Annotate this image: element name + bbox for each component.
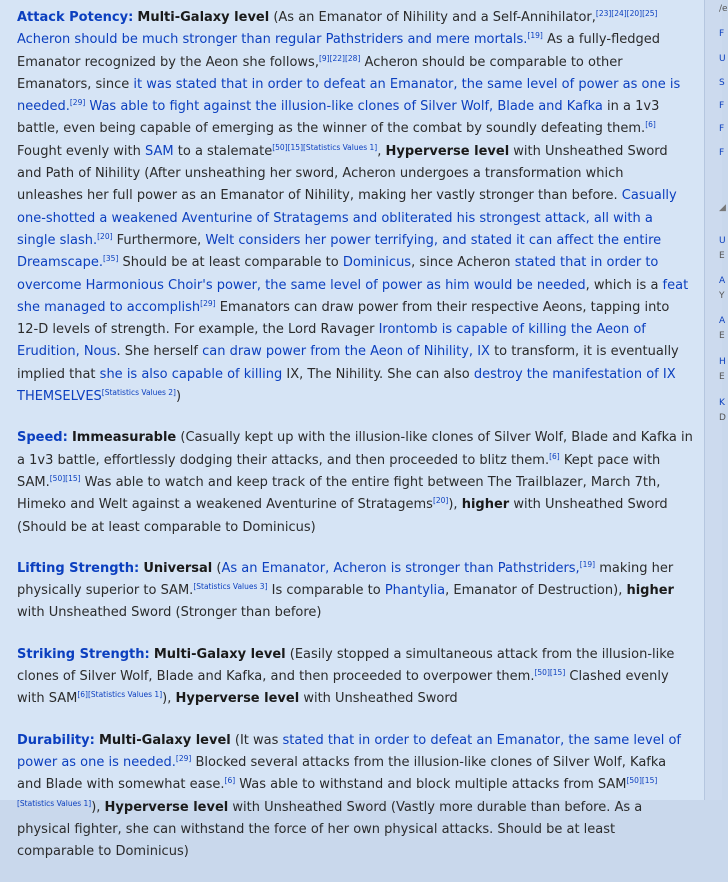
sidebar-link[interactable]: F	[719, 101, 725, 111]
reference[interactable]: [6][Statistics Values 1]	[77, 690, 163, 700]
sidebar-fragment: E	[719, 372, 725, 382]
reference[interactable]: [6]	[549, 451, 560, 461]
reference[interactable]: [Statistics Values 2]	[101, 388, 176, 398]
text-run: Fought evenly with	[17, 143, 146, 159]
speed-tier-unsheathed: higher	[461, 497, 510, 513]
striking-strength-label: Striking Strength:	[17, 646, 150, 662]
statistics-text	[17, 7, 693, 882]
reference[interactable]: [20]	[432, 496, 449, 506]
text-run: )	[175, 389, 182, 405]
attack-potency-label: Attack Potency:	[17, 10, 134, 25]
text-run: , since Acheron	[411, 255, 515, 271]
text-run: with Unsheathed Sword (Stronger than before)	[17, 605, 322, 621]
sidebar-link[interactable]: H	[719, 357, 726, 367]
text-run: , Emanator of Destruction),	[445, 583, 627, 599]
reference[interactable]: [50][15][Statistics Values 1]	[17, 776, 658, 808]
scan-link[interactable]: can draw power from the Aeon of Nihility, IX	[202, 344, 490, 360]
reference[interactable]: [6]	[224, 776, 236, 786]
durability-tier: Multi-Galaxy level	[98, 732, 231, 748]
text-run: (Easily stopped a simultaneous attack from the illusion-like clones of Silver Wolf, Blade and Kafka, and then proceeded to overpower them.	[17, 646, 675, 685]
striking-tier: Multi-Galaxy level	[153, 646, 286, 662]
reference[interactable]: [19]	[579, 559, 596, 569]
text-run: (It was	[230, 732, 283, 748]
text-run: (Casually kept up with the illusion-like clones of Silver Wolf, Blade and Kafka in a 1v3 battle, effortlessly dodging their attacks, and then proceeded to blitz them.	[17, 430, 693, 468]
character-link[interactable]: Dominicus	[342, 255, 412, 271]
text-run: Is comparable to	[267, 583, 385, 599]
text-run: (	[212, 560, 222, 576]
sidebar-fragment: /e	[719, 4, 728, 14]
scan-link[interactable]: feat she managed to accomplish	[17, 277, 689, 315]
scan-link[interactable]: As an Emanator, Acheron is stronger than Pathstriders,	[221, 560, 580, 576]
right-sidebar	[704, 0, 728, 800]
lifting-tier: Universal	[143, 560, 213, 576]
lifting-strength-label: Lifting Strength:	[17, 560, 140, 576]
durability-section	[17, 730, 693, 864]
reference[interactable]: [9][22][28]	[318, 53, 361, 63]
sidebar-link[interactable]: K	[719, 398, 725, 408]
sidebar-fragment: Y	[719, 291, 725, 301]
scan-link[interactable]: stated that in order to overcome Harmonious Choir's power, the same level of power as him would be needed	[17, 255, 659, 293]
scan-link[interactable]: destroy the manifestation of IX THEMSELVES	[17, 366, 676, 405]
sidebar-fragment: E	[719, 251, 725, 261]
lifting-tier-unsheathed: higher	[626, 583, 674, 599]
sidebar-link[interactable]: A	[719, 276, 726, 286]
reference[interactable]: [6]	[645, 120, 656, 130]
text-run: to a stalemate	[173, 143, 273, 159]
text-run: with Unsheathed Sword	[299, 691, 458, 707]
character-link[interactable]: Phantylia	[384, 583, 446, 599]
reference[interactable]: [50][15]	[534, 668, 566, 678]
character-link[interactable]: SAM	[145, 143, 174, 159]
sidebar-fragment: E	[719, 331, 725, 341]
text-run: Blocked several attacks from the illusion-like clones of Silver Wolf, Kafka and Blade with somewhat ease.	[17, 754, 667, 793]
text-run: with Unsheathed Sword (Vastly more durable than before. As a physical fighter, she can withstand the force of her own physical attacks. Should be at least comparable to Dominicus)	[17, 799, 643, 860]
sidebar-link[interactable]: S	[719, 78, 725, 88]
sidebar-link[interactable]: U	[719, 236, 726, 246]
text-run: Emanators can draw power from their respective Aeons, tapping into 12-D levels of strength. For example, the Lord Ravager	[17, 299, 670, 338]
sidebar-link[interactable]: F	[719, 148, 725, 158]
scan-link[interactable]: Irontomb is capable of killing the Aeon of Erudition, Nous	[17, 322, 646, 360]
text-run: , which is a	[585, 277, 663, 293]
text-run: Kept pace with SAM.	[17, 452, 661, 490]
text-run: Was able to watch and keep track of the entire fight between The Trailblazer, March 7th, Himeko and Welt against a weakened Aventurine of Stratagems	[17, 474, 661, 513]
speed-section	[17, 427, 693, 538]
sidebar-link[interactable]: F	[719, 124, 725, 134]
lifting-strength-section	[17, 558, 693, 625]
striking-tier-unsheathed: Hyperverse level	[175, 691, 300, 707]
sidebar-link[interactable]: F	[719, 29, 725, 39]
reference[interactable]: [20]	[97, 231, 113, 241]
text-run: in a 1v3 battle, even being capable of emerging as the winner of the combat by soundly defeating them.	[17, 99, 660, 137]
text-run: IX, The Nihility. She can also	[282, 366, 474, 382]
scan-link[interactable]: Acheron should be much stronger than regular Pathstriders and mere mortals.	[17, 32, 528, 48]
reference[interactable]: [50][15][Statistics Values 1]	[272, 142, 378, 152]
character-link[interactable]: Silver Wolf, Blade and Kafka	[420, 99, 603, 115]
scan-link[interactable]: Welt considers her power terrifying, and stated it can affect the entire Dreamscape.	[17, 232, 662, 271]
reference[interactable]: [29]	[69, 98, 86, 108]
text-run: with Unsheathed Sword (Should be at least comparable to Dominicus)	[17, 497, 668, 535]
reference[interactable]: [29]	[175, 753, 192, 763]
reference[interactable]: [Statistics Values 3]	[193, 582, 268, 592]
striking-strength-section	[17, 644, 693, 711]
text-run: Acheron should be comparable to other Emanators, since	[17, 54, 623, 92]
reference[interactable]: [19]	[527, 31, 543, 41]
text-run: (As an Emanator of Nihility and a Self-Annihilator,	[269, 10, 596, 25]
reference[interactable]: [35]	[102, 254, 119, 264]
text-run: Furthermore,	[112, 232, 206, 248]
text-run: ),	[448, 497, 462, 513]
text-run: Clashed evenly with SAM	[17, 669, 669, 707]
speed-label: Speed:	[17, 430, 68, 446]
text-run: ,	[377, 143, 386, 159]
attack-tier-unsheathed: Hyperverse level	[385, 143, 510, 159]
scan-link[interactable]: Casually one-shotted a weakened Aventurine of Stratagems and obliterated his strongest attack, all with a single slash.	[17, 188, 677, 248]
settings-icon[interactable]: ◢	[719, 203, 726, 213]
speed-tier: Immeasurable	[71, 430, 177, 446]
text-run: making her physically superior to SAM.	[17, 560, 674, 599]
text-run: ),	[91, 799, 105, 815]
text-run: Should be at least comparable to	[118, 255, 343, 271]
text-run: to transform, it is eventually implied that	[17, 344, 679, 382]
reference[interactable]: [29]	[200, 298, 216, 308]
sidebar-fragment: D	[719, 413, 726, 423]
scan-link[interactable]: it was stated that in order to defeat an Emanator, the same level of power as one is needed.	[17, 76, 681, 115]
durability-label: Durability:	[17, 732, 95, 748]
sidebar-link[interactable]: A	[719, 316, 726, 326]
text-run: . She herself	[116, 344, 203, 360]
scan-link[interactable]: Was able to fight against the illusion-like clones of	[89, 99, 417, 115]
durability-tier-unsheathed: Hyperverse level	[104, 799, 229, 815]
reference[interactable]: [23][24][20][25]	[595, 9, 658, 18]
scan-link[interactable]: stated that in order to defeat an Emanator, the same level of power as one is needed.	[17, 732, 681, 770]
text-run: ),	[162, 691, 176, 707]
scan-link[interactable]: she is also capable of killing	[99, 366, 283, 382]
reference[interactable]: [50][15]	[49, 473, 81, 483]
text-run: Was able to withstand and block multiple attacks from SAM	[235, 777, 627, 793]
text-run: with Unsheathed Sword and Path of Nihility (After unsheathing her sword, Acheron undergoes a transformation which unleashes her full power as an Emanator of Nihility, making her vastly stronger than before.	[17, 143, 668, 204]
text-run: As a fully-fledged Emanator recognized by the Aeon she follows,	[17, 32, 661, 70]
sidebar-link[interactable]: U	[719, 54, 726, 64]
attack-tier: Multi-Galaxy level	[137, 10, 270, 25]
attack-potency-section	[17, 7, 693, 408]
